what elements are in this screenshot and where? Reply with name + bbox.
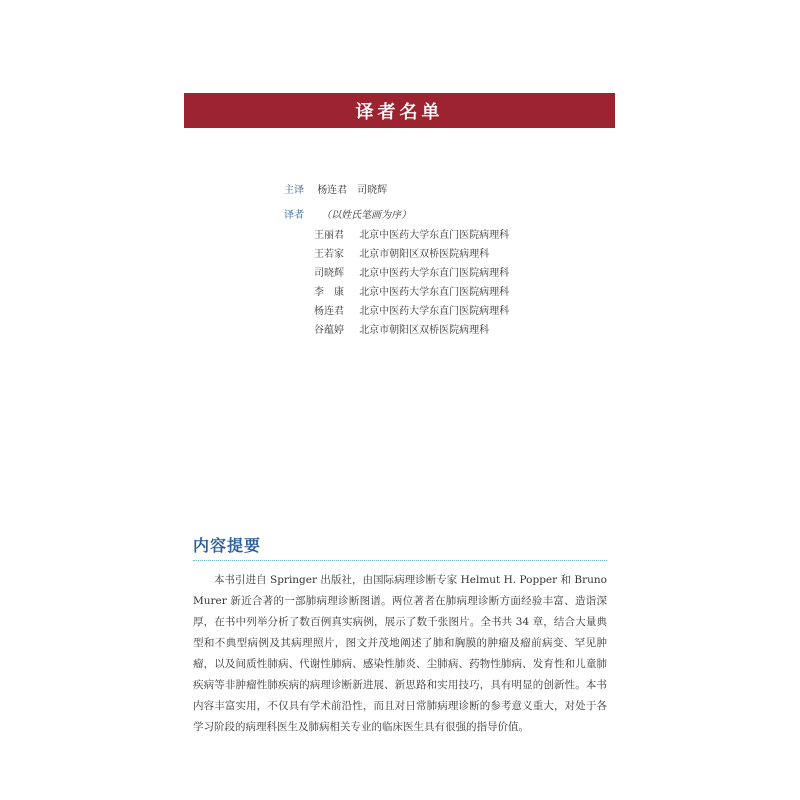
translator-name: 杨连君 <box>314 306 344 317</box>
translator-affiliation: 北京中医药大学东直门医院病理科 <box>359 287 510 298</box>
summary-title: 内容提要 <box>193 536 262 555</box>
chief-translator-row <box>284 184 387 198</box>
translator-row <box>314 267 509 281</box>
chief-translator-label: 主译 <box>284 185 304 196</box>
translators-order-note: （以姓氏笔画为序） <box>321 210 412 221</box>
translator-row <box>314 286 509 300</box>
translator-name: 王丽君 <box>314 230 344 241</box>
translator-affiliation: 北京市朝阳区双桥医院病理科 <box>359 249 490 260</box>
translator-affiliation: 北京中医药大学东直门医院病理科 <box>359 268 510 279</box>
translator-row <box>314 248 489 262</box>
translator-affiliation: 北京中医药大学东直门医院病理科 <box>359 230 510 241</box>
translator-row <box>314 305 509 319</box>
summary-body: 本书引进自 Springer 出版社，由国际病理诊断专家 Helmut H. Popper 和 Bruno Murer 新近合著的一部肺病理诊断图谱。两位著者在肺病理诊断方面经验丰富、造诣深厚，在书中列举分析了数百例真实病例，展示了数千张图片。全书共 34 章，结合大量典型和不典型病例及其病理照片，图文并茂地阐述了肺和胸膜的肿瘤及瘤前病变、罕见肿瘤，以及间质性肺病、代谢性肺病、感染性肺炎、尘肺病、药物性肺病、发育性和儿童肺疾病等非肿瘤性肺疾病的病理诊断新进展、新思路和实用技巧，具有明显的创新性。本书内容丰富实用，不仅具有学术前沿性，而且对日常肺病理诊断的参考意义重大，对处于各学习阶段的病理科医生及肺病相关专业的临床医生具有很强的指导价值。 <box>193 574 607 733</box>
page-title: 译者名单 <box>355 101 444 123</box>
translator-affiliation: 北京中医药大学东直门医院病理科 <box>359 306 510 317</box>
summary-divider <box>193 560 607 561</box>
translator-name: 谷蕴婷 <box>314 325 344 336</box>
translator-name: 王若家 <box>314 249 344 260</box>
translator-row <box>314 229 509 243</box>
translator-affiliation: 北京市朝阳区双桥医院病理科 <box>359 325 490 336</box>
translator-row <box>314 324 489 338</box>
chief-translator-names: 杨连君 司晓辉 <box>317 185 388 196</box>
translators-header-row <box>284 209 411 223</box>
translators-label: 译者 <box>284 210 304 221</box>
title-banner <box>184 93 615 128</box>
translator-name: 李 康 <box>314 287 344 298</box>
translator-name: 司晓辉 <box>314 268 344 279</box>
